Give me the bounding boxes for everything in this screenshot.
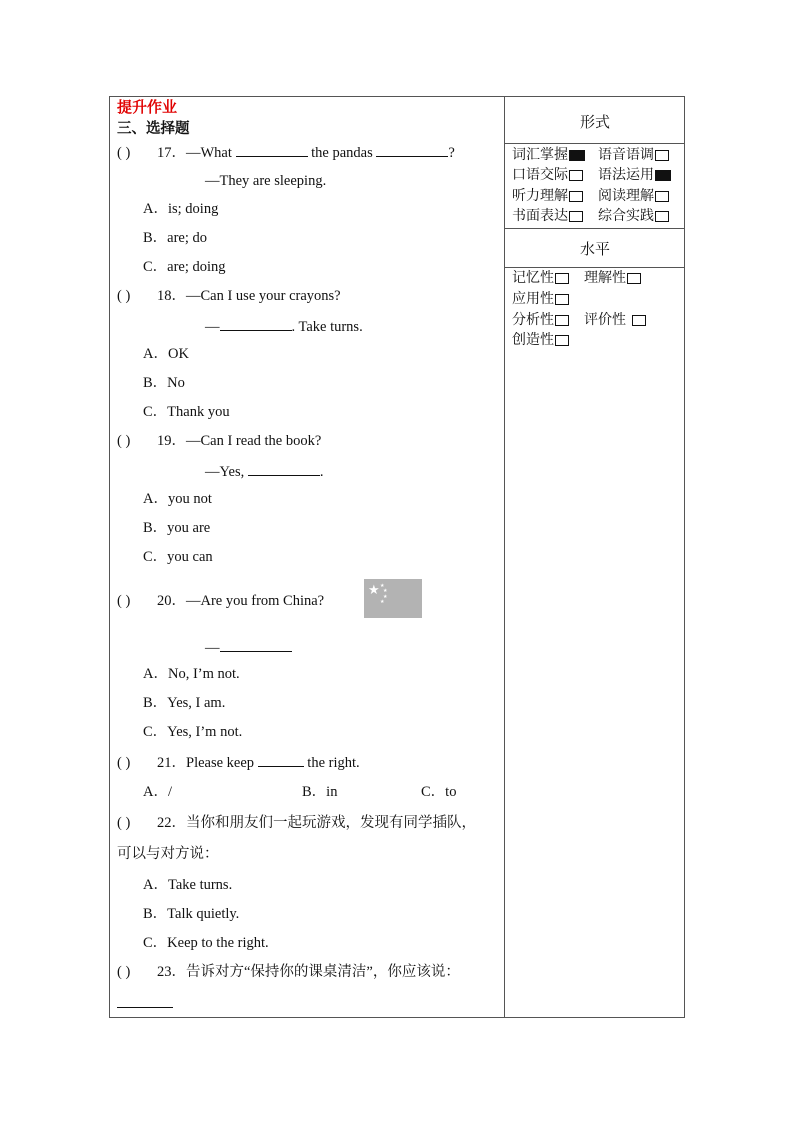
question-number: 21．: [157, 755, 186, 771]
q18-reply: [205, 316, 363, 336]
q22-option-b[interactable]: B．Talk quietly.: [143, 906, 240, 922]
q22-text-cont: 可以与对方说：: [117, 846, 219, 862]
q19-option-b[interactable]: B．you are: [143, 520, 211, 536]
checkbox-label: 记忆性: [512, 270, 554, 286]
checkbox-label: 评价性: [584, 312, 626, 328]
q21-option-b[interactable]: B．in: [302, 784, 338, 800]
classification-column: [505, 97, 685, 1017]
q17-option-c[interactable]: C．are; doing: [143, 259, 226, 275]
form-item-pronunciation[interactable]: [598, 146, 669, 164]
level-item-evaluation[interactable]: [584, 311, 646, 329]
question-22: [117, 814, 476, 832]
q18-option-c[interactable]: C．Thank you: [143, 404, 230, 420]
question-text: —Are you from China?: [186, 593, 325, 609]
answer-paren[interactable]: ( ): [117, 755, 131, 771]
checkbox-icon[interactable]: [569, 191, 583, 202]
form-item-reading[interactable]: [598, 187, 669, 205]
homework-title: 提升作业: [117, 100, 178, 116]
checkbox-checked-icon[interactable]: [569, 150, 585, 161]
level-item-analysis[interactable]: [512, 311, 569, 329]
answer-blank[interactable]: [117, 993, 173, 1008]
checkbox-icon[interactable]: [555, 335, 569, 346]
level-item-creativity[interactable]: [512, 331, 569, 349]
answer-blank[interactable]: [248, 461, 320, 476]
answer-paren[interactable]: ( ): [117, 145, 131, 161]
q19-option-c[interactable]: C．you can: [143, 549, 213, 565]
form-header: 形式: [579, 113, 610, 131]
q22-option-c[interactable]: C．Keep to the right.: [143, 935, 269, 951]
small-star-icon: ★: [383, 595, 388, 600]
question-text: —What: [186, 145, 232, 161]
checkbox-label: 语法运用: [598, 167, 654, 183]
question-text: the right.: [307, 755, 360, 771]
checkbox-label: 综合实践: [598, 208, 654, 224]
reply-suffix: .: [319, 464, 324, 480]
reply-suffix: . Take turns.: [291, 319, 363, 335]
checkbox-icon[interactable]: [655, 150, 669, 161]
question-text: —Can I read the book?: [186, 433, 322, 449]
checkbox-icon[interactable]: [555, 315, 569, 326]
q18-option-b[interactable]: B．No: [143, 375, 185, 391]
question-23: [117, 963, 460, 981]
question-17: [117, 142, 455, 162]
question-text: the pandas: [311, 145, 373, 161]
form-item-practice[interactable]: [598, 207, 669, 225]
question-number: 23．: [157, 964, 186, 980]
q23-answer-line[interactable]: [117, 993, 173, 1013]
divider: [505, 267, 685, 268]
question-text: 当你和朋友们一起玩游戏，发现有同学插队，: [186, 815, 476, 831]
answer-blank[interactable]: [258, 752, 304, 767]
worksheet-table: [109, 96, 685, 1018]
checkbox-label: 语音语调: [598, 147, 654, 163]
answer-paren[interactable]: ( ): [117, 593, 131, 609]
question-number: 18．: [157, 288, 186, 304]
checkbox-label: 分析性: [512, 312, 554, 328]
checkbox-label: 听力理解: [512, 188, 568, 204]
question-number: 17．: [157, 145, 186, 161]
answer-blank[interactable]: [236, 142, 308, 157]
q22-option-a[interactable]: A．Take turns.: [143, 877, 233, 893]
reply-prefix: —: [205, 640, 220, 656]
question-number: 22．: [157, 815, 186, 831]
section-heading: 三、选择题: [117, 121, 190, 137]
question-20: [117, 592, 324, 610]
checkbox-icon[interactable]: [555, 273, 569, 284]
checkbox-label: 词汇掌握: [512, 147, 568, 163]
question-18: [117, 287, 341, 305]
checkbox-icon[interactable]: [569, 170, 583, 181]
form-item-writing[interactable]: [512, 207, 583, 225]
checkbox-label: 理解性: [584, 270, 626, 286]
question-21: [117, 752, 360, 772]
small-star-icon: ★: [380, 584, 385, 589]
q19-reply: [205, 461, 323, 481]
checkbox-label: 应用性: [512, 291, 554, 307]
questions-column: [110, 97, 504, 1017]
level-item-application[interactable]: [512, 290, 569, 308]
china-flag-image: [364, 579, 422, 618]
reply-prefix: —Yes,: [205, 464, 245, 480]
checkbox-label: 书面表达: [512, 208, 568, 224]
answer-paren[interactable]: ( ): [117, 815, 131, 831]
q21-option-a[interactable]: A．/: [143, 784, 172, 800]
large-star-icon: ★: [368, 582, 380, 597]
q20-option-c[interactable]: C．Yes, I’m not.: [143, 724, 243, 740]
q20-option-a[interactable]: A．No, I’m not.: [143, 666, 240, 682]
checkbox-icon[interactable]: [655, 191, 669, 202]
answer-blank[interactable]: [220, 316, 292, 331]
checkbox-label: 阅读理解: [598, 188, 654, 204]
q20-option-b[interactable]: B．Yes, I am.: [143, 695, 226, 711]
answer-blank[interactable]: [376, 142, 448, 157]
answer-blank[interactable]: [220, 637, 292, 652]
checkbox-checked-icon[interactable]: [655, 170, 671, 181]
question-19: [117, 432, 321, 450]
q17-reply: —They are sleeping.: [205, 173, 327, 189]
answer-paren[interactable]: ( ): [117, 433, 131, 449]
divider: [505, 143, 685, 144]
question-number: 19．: [157, 433, 186, 449]
level-item-understanding[interactable]: [584, 269, 641, 287]
answer-paren[interactable]: ( ): [117, 964, 131, 980]
q18-option-a[interactable]: A．OK: [143, 346, 189, 362]
question-text: Please keep: [186, 755, 255, 771]
reply-prefix: —: [205, 319, 220, 335]
q21-option-c[interactable]: C．to: [421, 784, 457, 800]
form-item-grammar[interactable]: [598, 166, 671, 184]
small-star-icon: ★: [383, 589, 388, 594]
form-item-oral[interactable]: [512, 166, 583, 184]
checkbox-icon[interactable]: [569, 211, 583, 222]
checkbox-icon[interactable]: [627, 273, 641, 284]
small-star-icon: ★: [380, 600, 385, 605]
level-item-memory[interactable]: [512, 269, 569, 287]
q17-option-b[interactable]: B．are; do: [143, 230, 208, 246]
question-text: 告诉对方“保持你的课桌清洁”，你应该说：: [186, 964, 460, 980]
form-item-vocab[interactable]: [512, 146, 585, 164]
question-text: —Can I use your crayons?: [186, 288, 341, 304]
checkbox-icon[interactable]: [555, 294, 569, 305]
checkbox-icon[interactable]: [655, 211, 669, 222]
divider: [505, 228, 685, 229]
question-number: 20．: [157, 593, 186, 609]
form-item-listening[interactable]: [512, 187, 583, 205]
q17-option-a[interactable]: A．is; doing: [143, 201, 219, 217]
question-text: ?: [448, 145, 455, 161]
checkbox-label: 口语交际: [512, 167, 568, 183]
checkbox-label: 创造性: [512, 332, 554, 348]
answer-paren[interactable]: ( ): [117, 288, 131, 304]
q19-option-a[interactable]: A．you not: [143, 491, 212, 507]
q20-reply: [205, 637, 292, 657]
checkbox-icon[interactable]: [632, 315, 646, 326]
level-header: 水平: [579, 240, 610, 258]
